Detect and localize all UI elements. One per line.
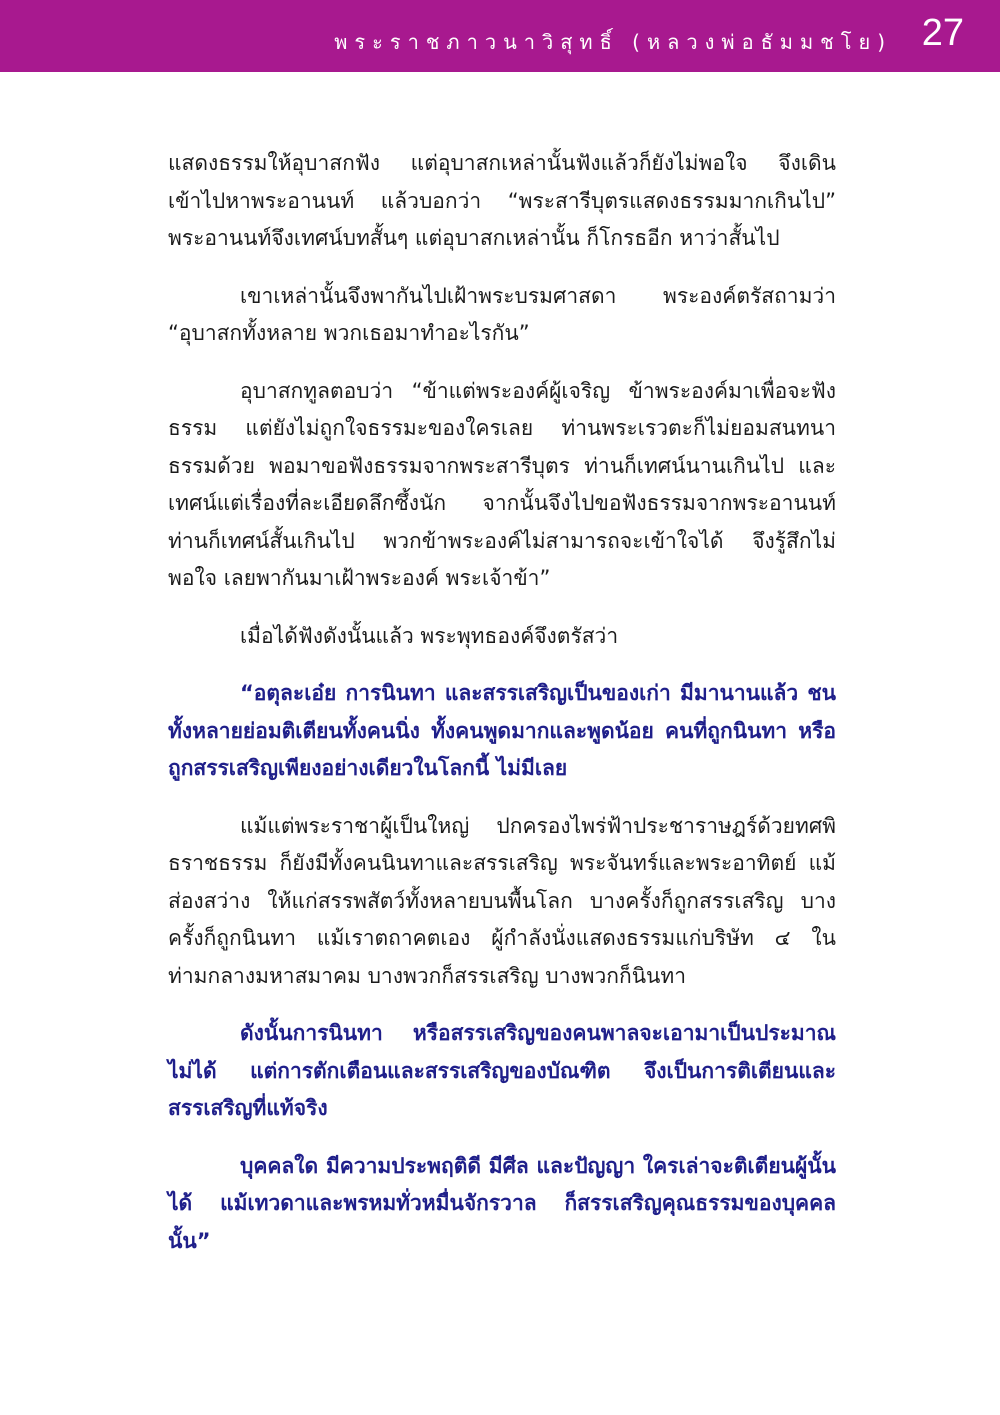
paragraph: อุบาสกทูลตอบว่า “ข้าแต่พระองค์ผู้เจริญ ข้าพระองค์มาเพื่อจะฟังธรรม แต่ยังไม่ถูกใจธรรมะของใครเลย ท่านพระเรวตะก็ไม่ยอมสนทนาธรรมด้วย พอมาขอฟังธรรมจากพระสารีบุตร ท่านก็เทศน์นานเกินไป และเทศน์แต่เรื่องที่ละเอียดลึกซึ้งนัก จากนั้นจึงไปขอฟังธรรมจากพระอานนท์ ท่านก็เทศน์สั้นเกินไป พวกข้าพระองค์ไม่สามารถจะเข้าใจได้ จึงรู้สึกไม่พอใจ เลยพากันมาเฝ้าพระองค์ พระเจ้าข้า” bbox=[168, 378, 836, 590]
page-body bbox=[168, 145, 836, 1280]
paragraph-continuation: แสดงธรรมให้อุบาสกฟัง แต่อุบาสกเหล่านั้นฟังแล้วก็ยังไม่พอใจ จึงเดินเข้าไปหาพระอานนท์ แล้วบอกว่า “พระสารีบุตรแสดงธรรมมากเกินไป” พระอานนท์จึงเทศน์บทสั้นๆ แต่อุบาสกเหล่านั้น ก็โกรธอีก หาว่าสั้นไป bbox=[168, 151, 836, 250]
emphasized-quote-paragraph: “อตุละเอ๋ย การนินทา และสรรเสริญเป็นของเก่า มีมานานแล้ว ชนทั้งหลายย่อมติเตียนทั้งคนนิ่ง ทั้งคนพูดมากและพูดน้อย คนที่ถูกนินทา หรือถูกสรรเสริญเพียงอย่างเดียวในโลกนี้ ไม่มีเลย bbox=[168, 681, 836, 780]
paragraph: เขาเหล่านั้นจึงพากันไปเฝ้าพระบรมศาสดา พระองค์ตรัสถามว่า “อุบาสกทั้งหลาย พวกเธอมาทำอะไรกัน” bbox=[168, 283, 836, 345]
paragraph: เมื่อได้ฟังดังนั้นแล้ว พระพุทธองค์จึงตรัสว่า bbox=[240, 623, 619, 648]
page-header bbox=[0, 0, 1000, 72]
page-number: 27 bbox=[921, 12, 964, 54]
paragraph: แม้แต่พระราชาผู้เป็นใหญ่ ปกครองไพร่ฟ้าประชาราษฎร์ด้วยทศพิธราชธรรม ก็ยังมีทั้งคนนินทาและสรรเสริญ พระจันทร์และพระอาทิตย์ แม้ส่องสว่าง ให้แก่สรรพสัตว์ทั้งหลายบนพื้นโลก บางครั้งก็ถูกสรรเสริญ บางครั้งก็ถูกนินทา แม้เราตถาคตเอง ผู้กำลังนั่งแสดงธรรมแก่บริษัท ๔ ในท่ามกลางมหาสมาคม บางพวกก็สรรเสริญ บางพวกก็นินทา bbox=[168, 813, 836, 988]
running-header-title: พระราชภาวนาวิสุทธิ์ (หลวงพ่อธัมมชโย) bbox=[334, 30, 892, 54]
emphasized-quote-paragraph: ดังนั้นการนินทา หรือสรรเสริญของคนพาลจะเอามาเป็นประมาณไม่ได้ แต่การตักเตือนและสรรเสริญของบัณฑิต จึงเป็นการติเตียนและสรรเสริญที่แท้จริง bbox=[168, 1021, 836, 1120]
emphasized-quote-paragraph: บุคคลใด มีความประพฤติดี มีศีล และปัญญา ใครเล่าจะติเตียนผู้นั้นได้ แม้เทวดาและพรหมทั่วหมื่นจักรวาล ก็สรรเสริญคุณธรรมของบุคคลนั้น” bbox=[168, 1153, 836, 1253]
